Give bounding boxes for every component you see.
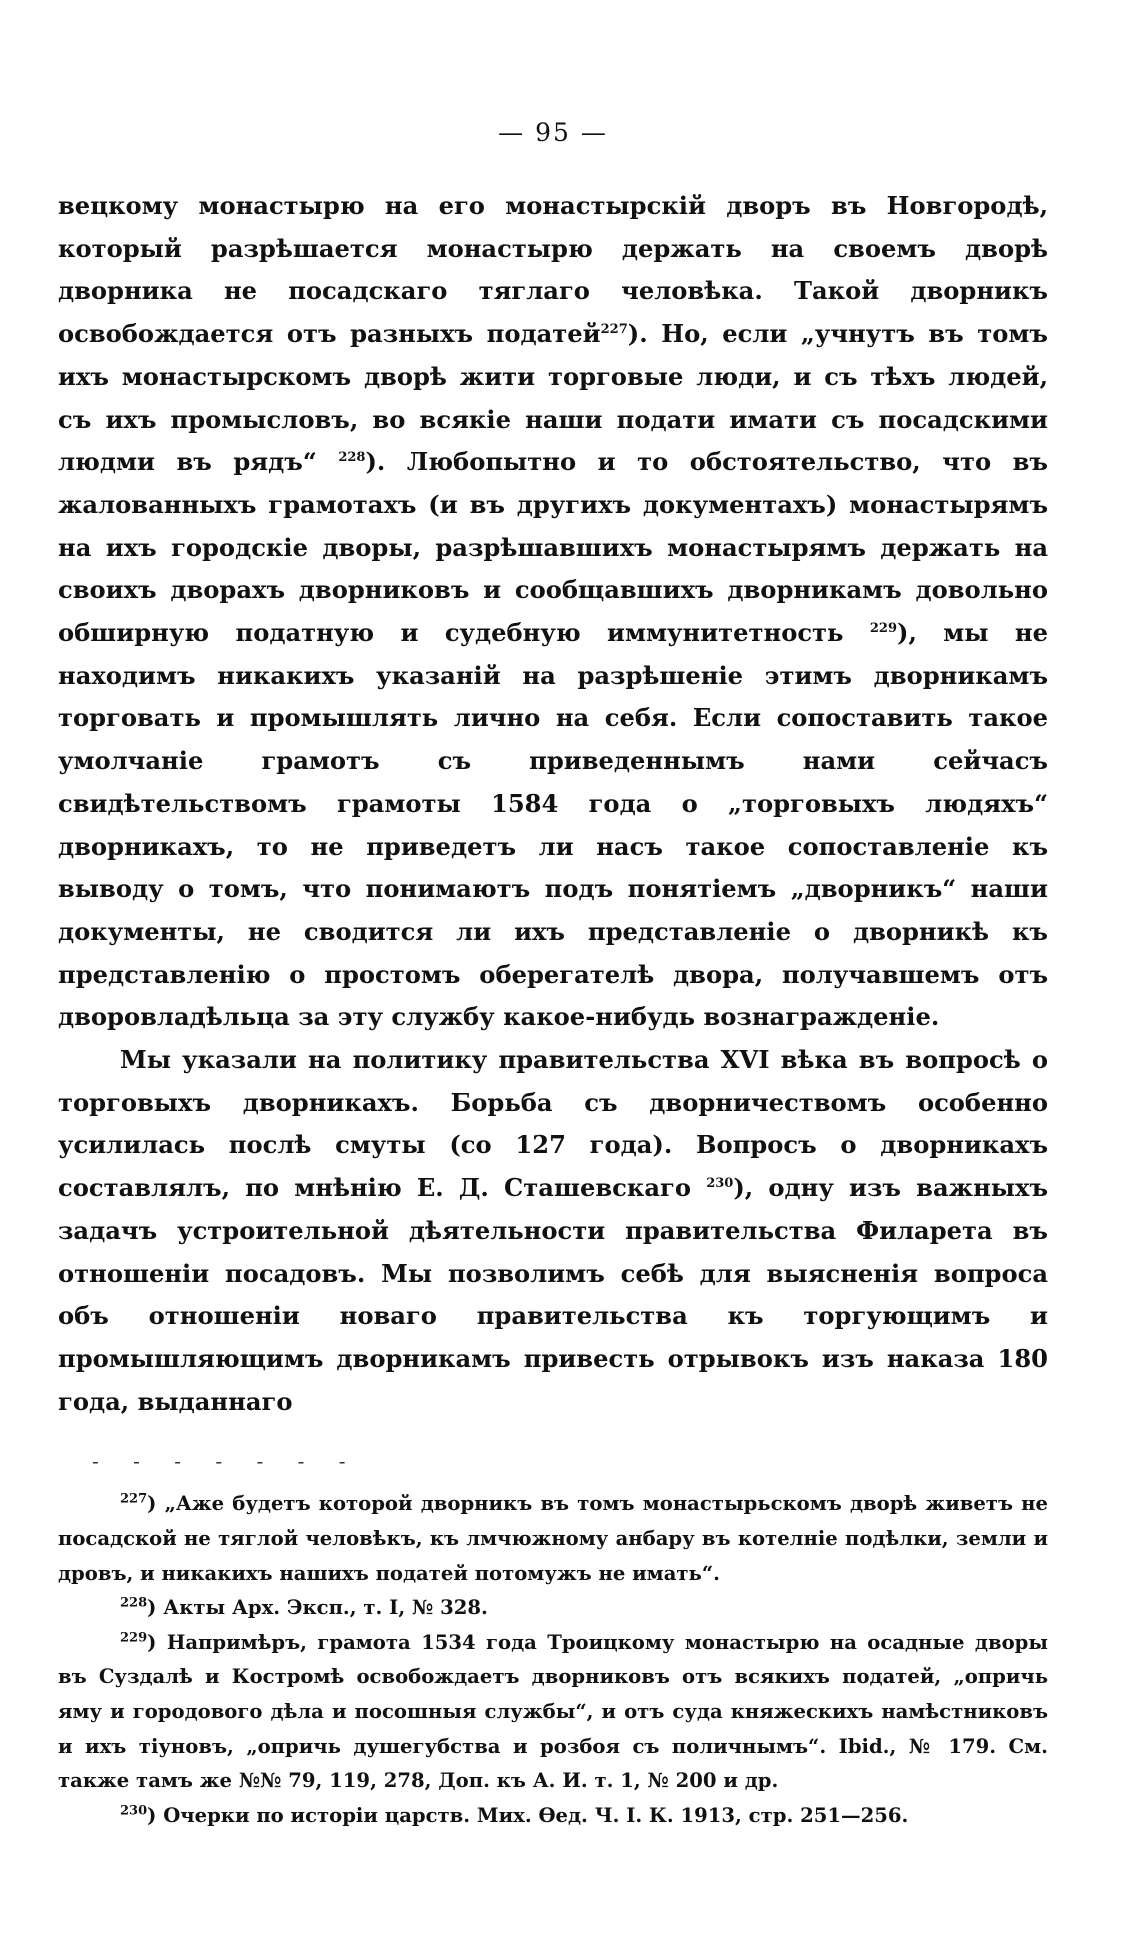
text-run: Мы указали на политику правительства XVI вѣка въ вопросѣ о торговыхъ дворникахъ. Борьба съ дворничествомъ особенно усилилась послѣ смуты (со 127 года). Вопросъ о дворникахъ составлялъ, по мнѣнію Е. Д. Сташевскаго xyxy=(58,1045,1048,1203)
footnote-text: ) Очерки по исторіи царств. Мих. Ѳед. Ч. I. К. 1913, стр. 251—256. xyxy=(147,1803,909,1827)
text-run: ). Но, если „учнутъ въ томъ ихъ монастырскомъ дворѣ жити торговые люди, и съ тѣхъ людей, съ ихъ промысловъ, во всякіе наши подати имати съ посадскими людми въ рядъ“ xyxy=(58,319,1048,477)
footnote-text: ) Напримѣръ, грамота 1534 года Троицкому монастырю на осадные дворы въ Суздалѣ и Костромѣ освобождаетъ дворниковъ отъ всякихъ податей, „опричь яму и городового дѣла и посошныя службы“, и отъ суда княжескихъ намѣстниковъ и ихъ тіуновъ, „опричь душегубства и розбоя съ поличнымъ“. Ibid., № 179. См. также тамъ же №№ 79, 119, 278, Доп. къ А. И. т. 1, № 200 и др. xyxy=(58,1630,1048,1793)
footnote-number: 229 xyxy=(120,1630,148,1646)
footnotes xyxy=(58,1487,1048,1833)
footnote-number: 227 xyxy=(120,1491,148,1507)
footnote xyxy=(58,1487,1048,1591)
footnote xyxy=(58,1799,1048,1834)
footnote xyxy=(58,1626,1048,1799)
paragraph xyxy=(58,1039,1048,1423)
footnote-ref: 230 xyxy=(706,1176,734,1192)
footnote-separator: - - - - - - - xyxy=(92,1449,360,1474)
text-run: ), одну изъ важныхъ задачъ устроительной дѣятельности правительства Филарета въ отношеніи посадовъ. Мы позволимъ себѣ для выясненія вопроса объ отношеніи новаго правительства къ торгующимъ и промышляющимъ дворникамъ привесть отрывокъ изъ наказа 180 года, выданнаго xyxy=(58,1173,1048,1416)
document-page xyxy=(58,118,1048,1833)
footnote-number: 230 xyxy=(120,1803,148,1819)
footnote-number: 228 xyxy=(120,1595,148,1611)
footnote xyxy=(58,1591,1048,1626)
footnote-text: ) „Аже будетъ которой дворникъ въ томъ монастырьскомъ дворѣ живетъ не посадской не тяглой человѣкъ, къ лмчюжному анбару въ котелніе подѣлки, земли и дровъ, и никакихъ нашихъ податей потомужъ не имать“. xyxy=(58,1492,1048,1585)
body-text xyxy=(58,185,1048,1423)
page-number: — 95 — xyxy=(498,118,608,147)
footnote-text: ) Акты Арх. Эксп., т. I, № 328. xyxy=(147,1596,488,1620)
text-run: ). Любопытно и то обстоятельство, что въ жалованныхъ грамотахъ (и въ другихъ документахъ) монастырямъ на ихъ городскіе дворы, разрѣшавшихъ монастырямъ держать на своихъ дворахъ дворниковъ и сообщавшихъ дворникамъ довольно обширную податную и судебную иммунитетность xyxy=(58,447,1048,648)
footnote-ref: 227 xyxy=(600,322,628,338)
paragraph xyxy=(58,185,1048,1039)
footnote-ref: 228 xyxy=(338,450,366,466)
footnote-ref: 229 xyxy=(869,620,897,636)
text-run: вецкому монастырю на его монастырскій дворъ въ Новгородѣ, который разрѣшается монастырю держать на своемъ дворѣ дворника не посадскаго тяглаго человѣка. Такой дворникъ освобождается отъ разныхъ податей xyxy=(58,191,1048,349)
text-run: ), мы не находимъ никакихъ указаній на разрѣшеніе этимъ дворникамъ торговать и промышлять лично на себя. Если сопоставить такое умолчаніе грамотъ съ приведеннымъ нами сейчасъ свидѣтельствомъ грамоты 1584 года о „торговыхъ людяхъ“ дворникахъ, то не приведетъ ли насъ такое сопоставленіе къ выводу о томъ, что понимаютъ подъ понятіемъ „дворникъ“ наши документы, не сводится ли ихъ представленіе о дворникѣ къ представленію о простомъ оберегателѣ двора, получавшемъ отъ дворовладѣльца за эту службу какое-нибудь вознагражденіе. xyxy=(58,618,1048,1032)
